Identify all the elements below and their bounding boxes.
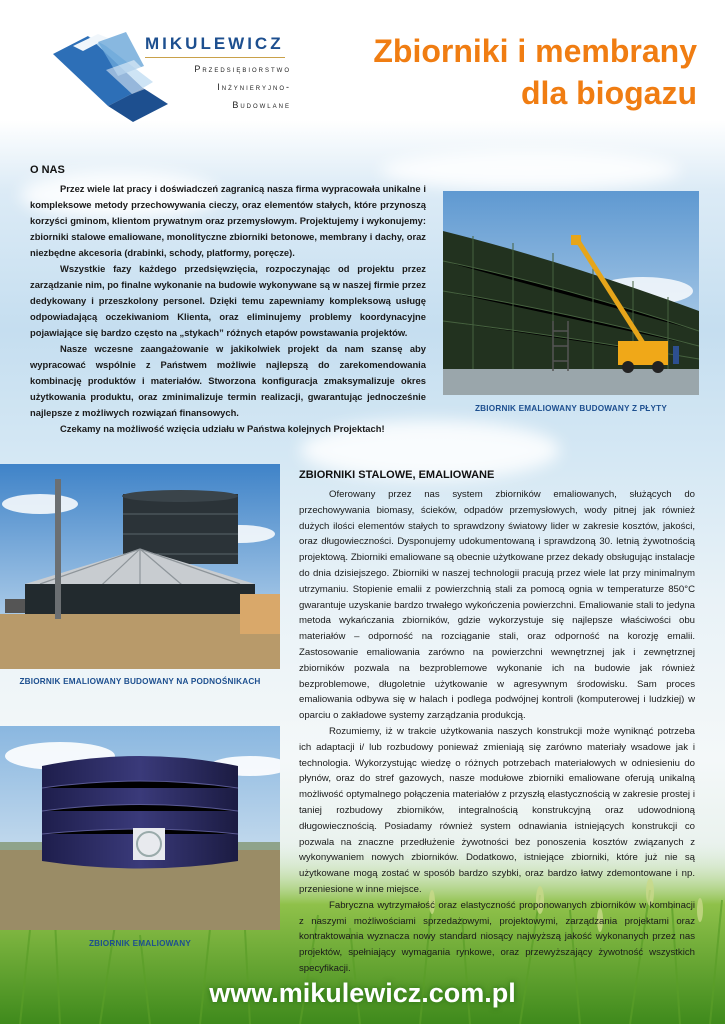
caption-tank-enameled: ZBIORNIK EMALIOWANY — [88, 939, 192, 948]
brand-subtitle-line: Budowlane — [232, 100, 291, 110]
photo-tank-jacks — [0, 464, 280, 669]
website-url[interactable]: www.mikulewicz.com.pl — [209, 978, 516, 1008]
brand-subtitle-line: Przedsiębiorstwo — [194, 64, 291, 74]
photo-tank-enameled — [0, 726, 280, 930]
brand-name: MIKULEWICZ — [145, 34, 284, 53]
steel-text — [299, 487, 695, 977]
caption-tank-jacks: ZBIORNIK EMALIOWANY BUDOWANY NA PODNOŚNIKACH — [19, 677, 261, 686]
about-paragraph: Wszystkie fazy każdego przedsięwzięcia, rozpoczynając od projektu przez zarządzanie nim, po finalne wykonanie na budowie wykonywane są w naszej firmie przez dedykowany i przeszkolony personel. Dzięki temu zapewniamy kompleksową usługę odpowiadającą oczekiwaniom Klienta, oraz eliminujemy problemy koordynacyjne pojawiające się bardzo często na „stykach” różnych etapów powstawania projektów. — [30, 263, 426, 338]
about-paragraph: Nasze wczesne zaangażowanie w jakikolwiek projekt da nam szansę aby wypracować wspólnie z Państwem możliwie najlepszą do zarekomendowania kombinację produktów i materiałów. Stworzona konfiguracja zmaksymalizuje okres użytkowania produktu, oraz zminimalizuje termin realizacji, gwarantując jednocześnie najlepsze z możliwych rozwiązań finansowych. — [30, 343, 426, 418]
brand-subtitle-line: Inżynieryjno- — [217, 82, 291, 92]
steel-paragraph: Oferowany przez nas system zbiorników emaliowanych, służących do przechowywania biomasy, ścieków, odpadów przemysłowych, wody pitnej jak również dużych ilości elementów stałych to sprawdzony światowy lider w zakresie kosztów, jakości, oraz długowieczności. Dysponujemy udokumentowaną i sprawdzoną 30. letnią żywotnością projektową. Zbiorniki emaliowane są obecnie użytkowane przez dekady obsługując instalacje do dnia dzisiejszego. Zbiorniki w naszej technologii pracują przez wiele lat przy minimalnym utrzymaniu. Stopienie emalii z powierzchnią stali za pomocą ognia w temperaturze 850°C gwarantuje uzyskanie bardzo trwałego wykończenia powierzchni. Emaliowanie stali to jedyna metoda wykańczania zbiorników, gdzie wykorzystuje się najlepsze właściwości obu materiałów – odporność na rozciąganie stali, oraz odporność na korozję emalii. Zastosowanie emaliowania zarówno na powierzchni wewnętrznej jak i zewnętrznej zbiorników pozwala na bezproblemowe wykonanie ich na budowie jak również bezproblemowe, długoletnie użytkowanie w agresywnym środowisku. Sam proces emaliowania odbywa się w halach i podlega podwójnej kontroli (komputerowej i ludzkiej) w oparciu o zakładowe systemy zarządzania produkcją. — [299, 489, 695, 722]
about-text — [30, 181, 426, 437]
page-title-line: dla biogazu — [521, 75, 697, 111]
brand-divider — [145, 57, 285, 58]
brand-subtitle — [176, 60, 291, 114]
steel-heading: ZBIORNIKI STALOWE, EMALIOWANE — [299, 469, 495, 481]
photo-tank-plates — [443, 191, 699, 395]
page-title-line: Zbiorniki i membrany — [373, 33, 697, 69]
caption-tank-plates: ZBIORNIK EMALIOWANY BUDOWANY Z PŁYTY — [474, 404, 668, 413]
page-title — [317, 30, 697, 114]
steel-paragraph: Rozumiemy, iż w trakcie użytkowania naszych konstrukcji może wyniknąć potrzeba ich adaptacji i/ lub rozbudowy ponieważ zmieniają się zarówno materiały wsadowe jak i technologia. Wykorzystując wiedzę o różnych potrzebach materiałowych w odniesieniu do płynów, oraz do stref gazowych, nasze modułowe zbiorniki emaliowane oferują unikalną możliwość optymalnego połączenia materiałów z przyszłą elastycznością w zakresie prostej i taniej rozbudowy zbiorników, integralnością konstrukcyjną oraz udowodnioną długowiecznością. Posiadamy również system odnawiania istniejących konstrukcji co pozwala na znaczne przedłużenie żywotności bez ponoszenia kosztów związanych z wykonywaniem nowych zbiorników. Dodatkowo, istniejące zbiorniki, które już nie są użytkowane mogą zostać w sposób bardzo szybki, oraz bardzo łatwy zdemontowane i np. przeniesione w inne miejsce. — [299, 725, 695, 895]
steel-paragraph: Fabryczna wytrzymałość oraz elastyczność proponowanych zbiorników w kombinacji z naszymi możliwościami sprzedażowymi, projektowymi, zarządzania projektami oraz kontraktowania wyznacza nowy standard niosący najwyższą jakość wykonanych przez nas projektów, spełniający wymagania rynkowe, oraz przewyższający żywotność wszystkich specyfikacji. — [299, 899, 695, 974]
about-paragraph: Przez wiele lat pracy i doświadczeń zagranicą nasza firma wypracowała unikalne i kompleksowe metody przechowywania cieczy, oraz elementów stałych, które przynoszą korzyści gminom, klientom prywatnym oraz przemysłowym. Projektujemy i wykonujemy: zbiorniki stalowe emaliowane, monolityczne zbiorniki betonowe, membrany i dachy, oraz niezbędne akcesoria (drabinki, schody, platformy, poręcze). — [30, 183, 426, 258]
about-paragraph: Czekamy na możliwość wzięcia udziału w Państwa kolejnych Projektach! — [60, 423, 385, 434]
about-heading: O NAS — [30, 164, 65, 176]
